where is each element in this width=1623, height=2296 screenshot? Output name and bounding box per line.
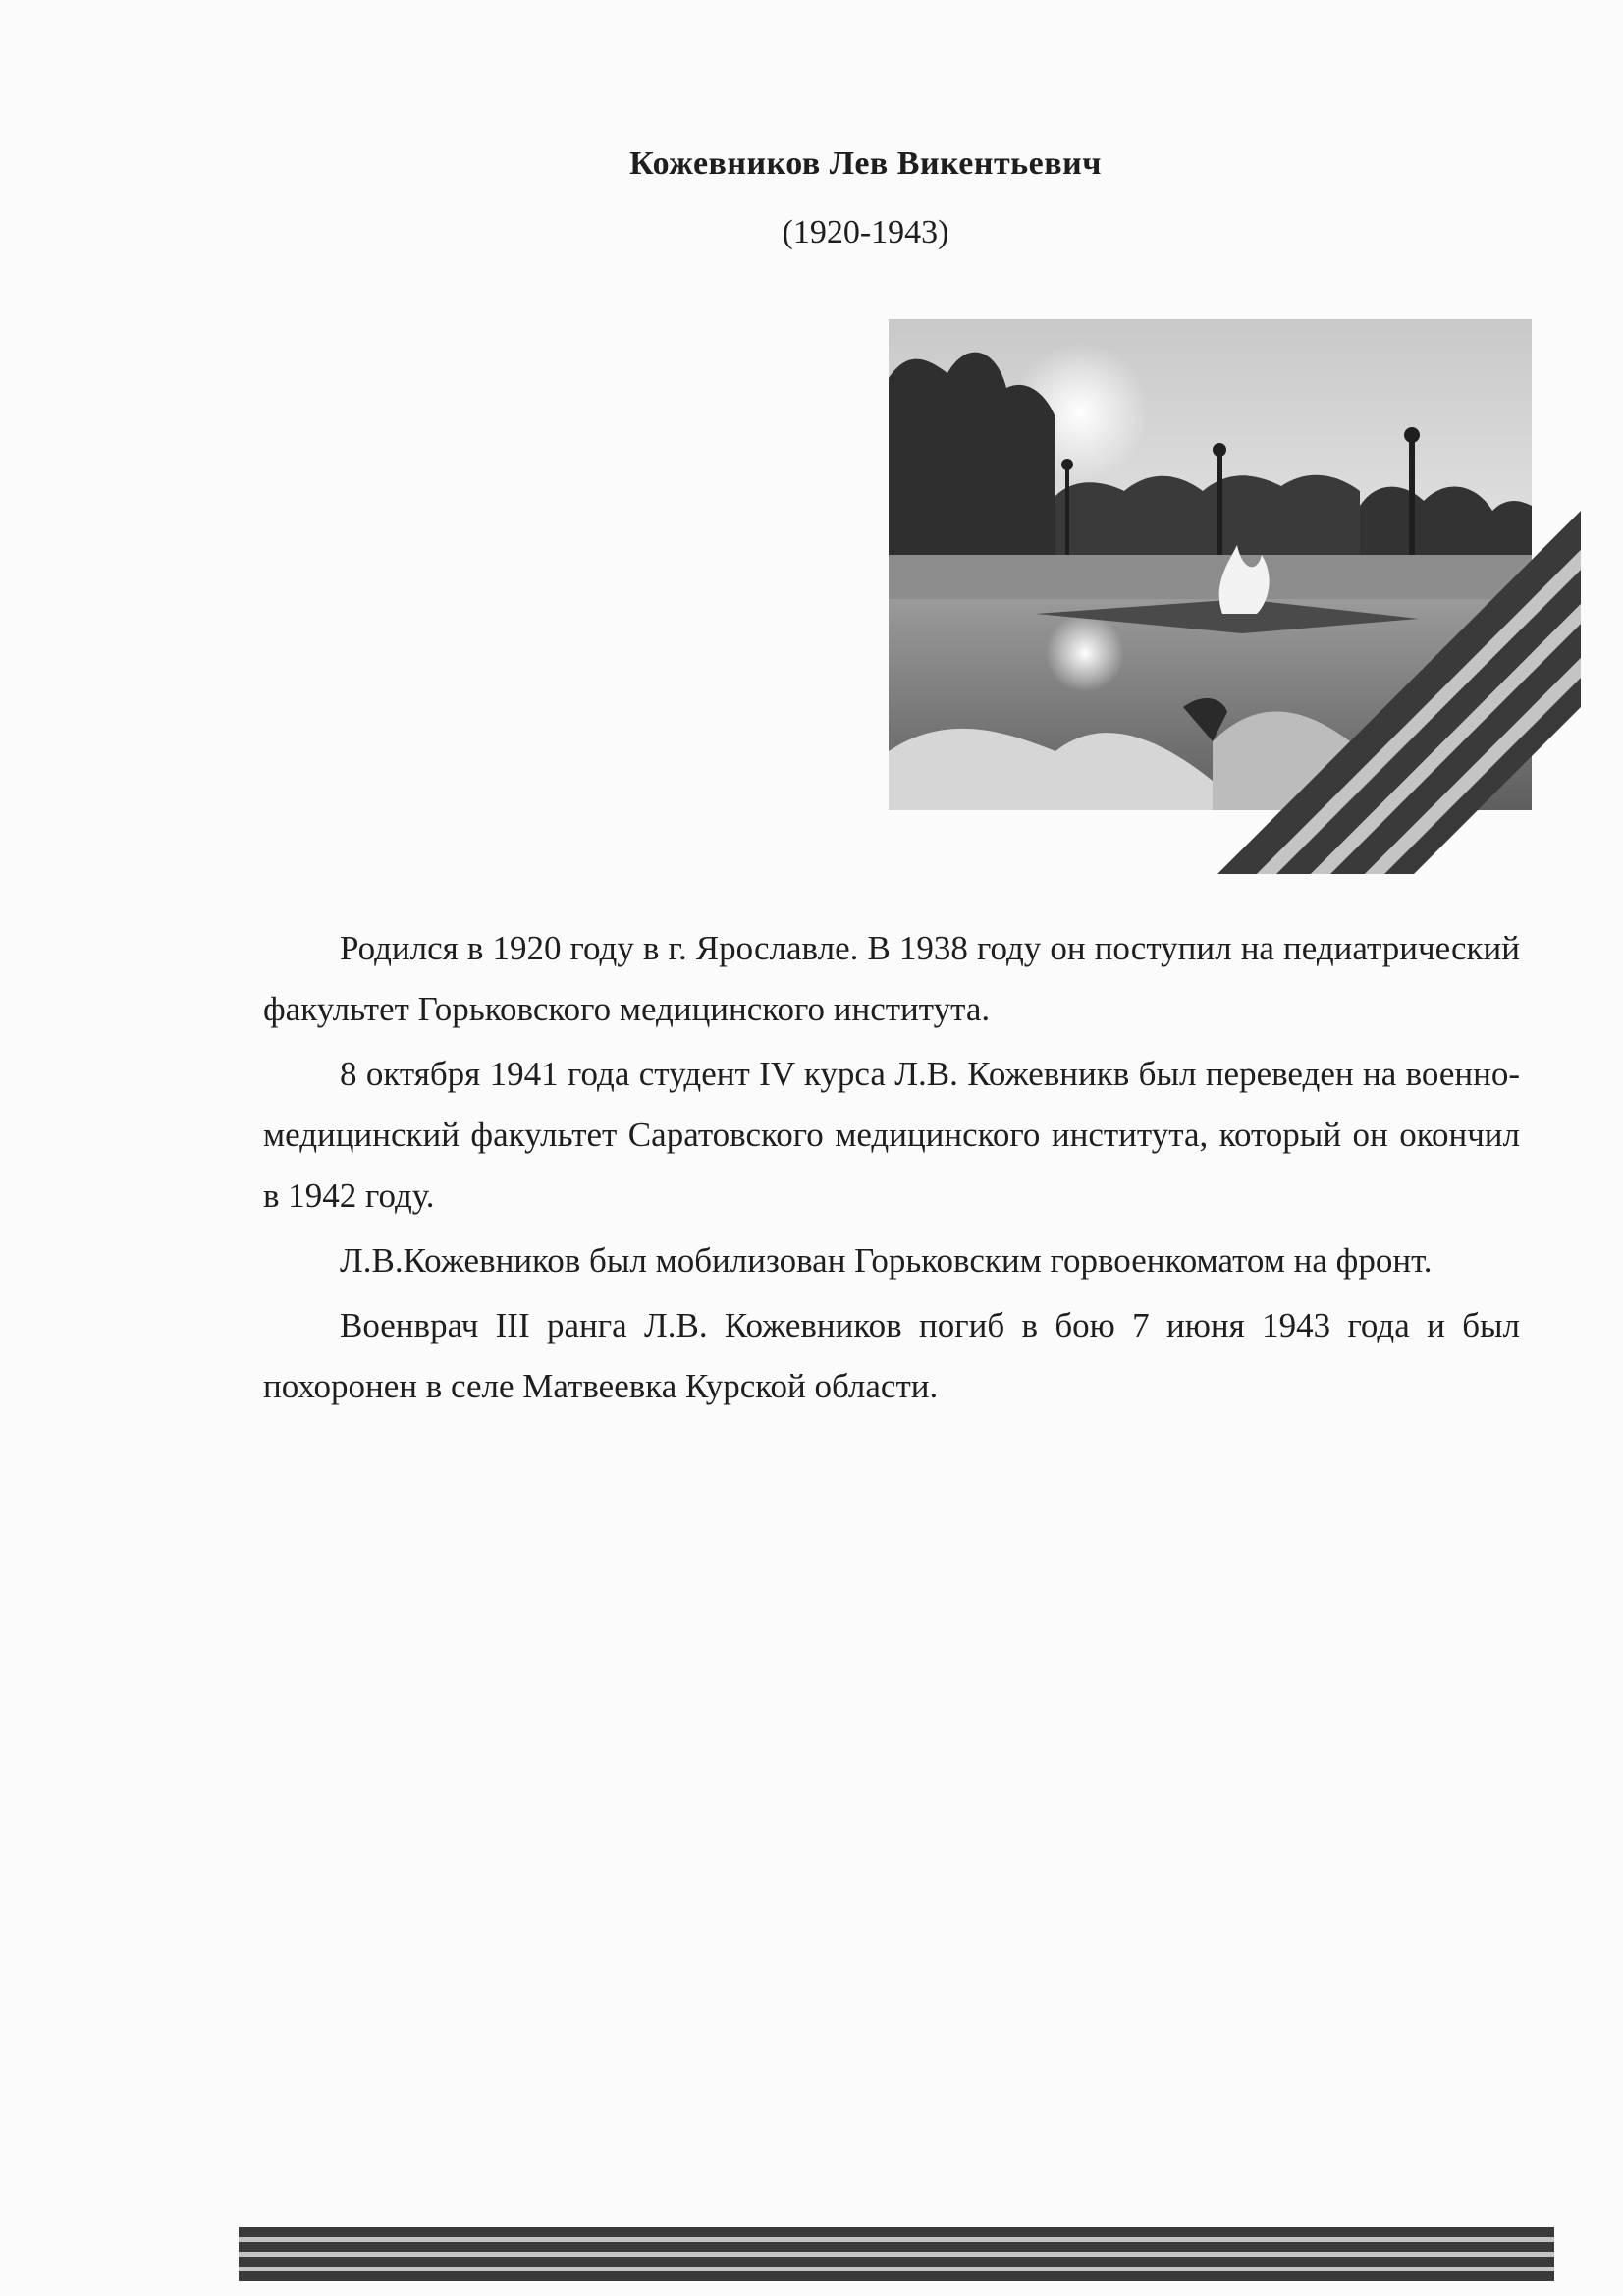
paragraph-death: Военврач III ранга Л.В. Кожевников погиб в бою 7 июня 1943 года и был похоронен в селе Матвеевка Курской области. [263, 1306, 1520, 1405]
paragraph-transfer: 8 октября 1941 года студент IV курса Л.В. Кожевникв был переведен на военно-медицинский факультет Саратовского медицинского института, который он окончил в 1942 году. [263, 1055, 1520, 1215]
paragraph-birth: Родился в 1920 году в г. Ярославле. В 1938 году он поступил на педиатрический факультет Горьковского медицинского института. [263, 929, 1520, 1028]
st-george-ribbon-corner [1217, 511, 1581, 874]
person-name: Кожевников Лев Викентьевич [629, 145, 1102, 182]
life-years [0, 214, 1623, 251]
paragraph-mobilization: Л.В.Кожевников был мобилизован Горьковским горвоенкоматом на фронт. [340, 1241, 1433, 1280]
biography-text [263, 918, 1520, 1421]
st-george-ribbon-bottom [239, 2227, 1554, 2296]
life-years-text: (1920-1943) [782, 214, 949, 250]
person-name-heading [0, 145, 1623, 183]
